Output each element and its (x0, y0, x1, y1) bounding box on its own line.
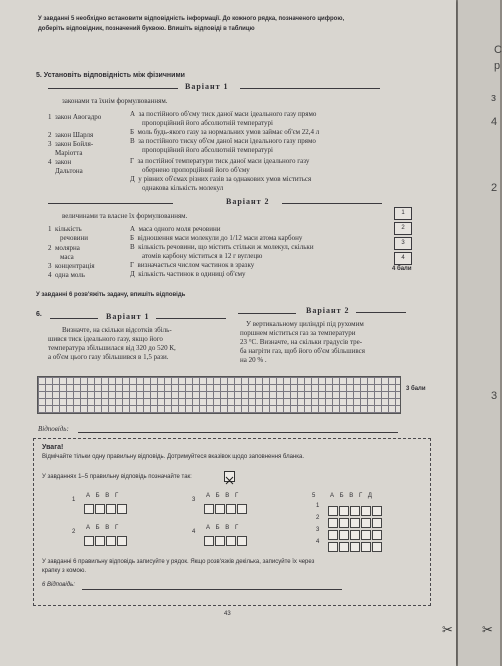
task6-header: У завданні 6 розв'яжіть задачу, впишіть відповідь (36, 292, 186, 298)
task6-points: 3 бали (406, 386, 426, 392)
q-number: 3 (192, 497, 196, 503)
adjacent-page-text: р (494, 60, 501, 72)
v2-right-item: А маса одного моля речовини (130, 225, 221, 233)
v2-right-item-cont: атомів карбону міститься в 12 г вуглецю (142, 252, 263, 260)
solution-grid[interactable] (37, 376, 401, 414)
score-box[interactable]: 1 (394, 207, 412, 220)
v1-right-item: Б моль будь-якого газу за нормальних умов займає об'єм 22,4 л (130, 128, 320, 136)
answer-label: Відповідь: (38, 425, 69, 433)
v2-right-item: Г визначається числом частинок в зразку (130, 261, 255, 269)
v2-right-item: Д кількість частинок в одиниці об'єму (130, 270, 246, 278)
adjacent-page-text: з (491, 92, 497, 104)
v2-left-item-cont: речовини (60, 234, 88, 242)
divider (156, 318, 226, 319)
v2-left-item-cont: маса (60, 253, 74, 261)
note-line3: У завданні 6 правильну відповідь записуйте у рядок. Якщо розв'язків декілька, записуйте їх через (42, 559, 315, 565)
options-header: А Б В Г (206, 525, 241, 531)
q-number: 4 (192, 529, 196, 535)
score-box[interactable]: 2 (394, 222, 412, 235)
task5-header-line1: У завданні 5 необхідно встановити відповідність інформації. До кожного рядка, позначеного цифрою, (38, 16, 345, 22)
note-line1: Відмічайте тільки одну правильну відповідь. Дотримуйтеся вказівок щодо заповнення бланка. (42, 454, 304, 460)
note-line4: крапку з комою. (42, 568, 86, 574)
divider (238, 313, 296, 314)
v2-left-item: 3 концентрація (48, 262, 95, 270)
note-line2: У завданнях 1–5 правильну відповідь позначайте так: (42, 474, 192, 480)
task6-v1-line: температура збільшилася від 320 до 520 К, (48, 344, 176, 352)
v1-right-item: Д у рівних об'ємах різних газів за однакових умов міститься (130, 175, 312, 183)
cross-mark-icon (225, 476, 234, 485)
adjacent-page-text: 2 (491, 182, 498, 194)
options-header: А Б В Г (86, 525, 121, 531)
answer-checkboxes[interactable] (84, 532, 128, 550)
task6-v2-line: поршнем міститься газ за температури (240, 329, 356, 337)
adjacent-page-text: С (494, 44, 502, 56)
task5-variant2-label: Варіант 2 (226, 197, 270, 206)
v2-left-item: 1 кількість (48, 225, 82, 233)
task5-score-column (394, 207, 412, 267)
task6-number: 6. (36, 311, 42, 318)
divider (48, 203, 173, 204)
v1-right-item-cont: пропорційний його абсолютній температурі (142, 146, 273, 154)
v1-right-item-cont: обернено пропорційний його об'єму (142, 166, 250, 174)
adjacent-page (458, 0, 500, 666)
answer-line[interactable] (78, 432, 398, 433)
answer-checkboxes[interactable] (204, 500, 248, 518)
note-title: Увага! (42, 444, 64, 451)
q5-row-label: 4 (316, 539, 320, 545)
answer-checkboxes[interactable] (328, 538, 383, 556)
answer6-line[interactable] (82, 589, 342, 590)
task6-v1-line: а об'єм цього газу збільшився в 1,5 рази. (48, 353, 169, 361)
task5-variant1-label: Варіант 1 (185, 82, 229, 91)
q-number: 1 (72, 497, 76, 503)
score-box[interactable]: 4 (394, 252, 412, 265)
adjacent-page-text: 3 (491, 390, 498, 402)
task5-points: 4 бали (392, 266, 412, 272)
v1-right-item: В за постійного тиску об'єм даної маси ідеального газу прямо (130, 137, 316, 145)
task5-header-line2: доберіть відповідник, позначений буквою. Впишіть відповіді в таблицю (38, 26, 255, 32)
v1-right-item: Г за постійної температури тиск даної маси ідеального газу (130, 157, 310, 165)
answer-checkboxes[interactable] (84, 500, 128, 518)
options-header: А Б В Г Д (330, 493, 374, 499)
q5-row-label: 2 (316, 515, 320, 521)
q5-row-label: 3 (316, 527, 320, 533)
divider (356, 312, 406, 313)
v1-right-item: А за постійного об'єму тиск даної маси ідеального газу прямо (130, 110, 317, 118)
q5-row-label: 1 (316, 503, 320, 509)
divider (48, 88, 178, 89)
answer-sheet-box (33, 438, 431, 606)
sample-checkbox (224, 471, 235, 482)
task6-v2-line: ба нагріти газ, щоб його об'єм збільшився (240, 347, 365, 355)
v1-left-item: 3 закон Бойля-Маріотта (48, 140, 94, 157)
options-header: А Б В Г (206, 493, 241, 499)
scissors-icon: ✂ (442, 622, 453, 637)
q-number: 2 (72, 529, 76, 535)
task6-v1-line: шився тиск ідеального газу, якщо його (48, 335, 163, 343)
task6-v2-line: У вертикальному циліндрі під рухомим (246, 320, 364, 328)
task6-v2-line: на 20 % . (240, 356, 267, 364)
divider (50, 318, 98, 319)
task6-v1-line: Визначте, на скільки відсотків збіль- (62, 326, 172, 334)
v1-left-item: 4 закон Дальтона (48, 158, 83, 175)
task5-v2-intro: величинами та власне їх формулюванням. (62, 212, 188, 220)
v2-right-item: В кількість речовини, що містить стільки ж молекул, скільки (130, 243, 314, 251)
page-number: 43 (224, 611, 231, 617)
v1-right-item-cont: пропорційний його абсолютній температурі (142, 119, 273, 127)
score-box[interactable]: 3 (394, 237, 412, 250)
q-number: 5 (312, 493, 316, 499)
task6-variant2-label: Варіант 2 (306, 306, 350, 315)
divider (240, 88, 380, 89)
v1-right-item-cont: однакова кількість молекул (142, 184, 224, 192)
adjacent-page-text: 4 (491, 116, 498, 128)
answer-checkboxes[interactable] (204, 532, 248, 550)
scissors-icon: ✂ (482, 622, 493, 637)
task5-v1-intro: законами та їхнім формулюванням. (62, 97, 168, 105)
v1-left-item: 1 закон Авогадро (48, 113, 102, 121)
answer6-label: 6 Відповідь: (42, 582, 75, 588)
v2-left-item: 2 молярна (48, 244, 80, 252)
options-header: А Б В Г (86, 493, 121, 499)
v2-left-item: 4 одна моль (48, 271, 85, 279)
v1-left-item: 2 закон Шарля (48, 131, 94, 139)
task5-title: 5. Установіть відповідність між фізичними (36, 72, 185, 79)
task6-variant1-label: Варіант 1 (106, 312, 150, 321)
task6-v2-line: 23 °С. Визначте, на скільки градусів тре- (240, 338, 363, 346)
v2-right-item: Б відношення маси молекули до 1/12 маси атома карбону (130, 234, 303, 242)
divider (282, 203, 382, 204)
